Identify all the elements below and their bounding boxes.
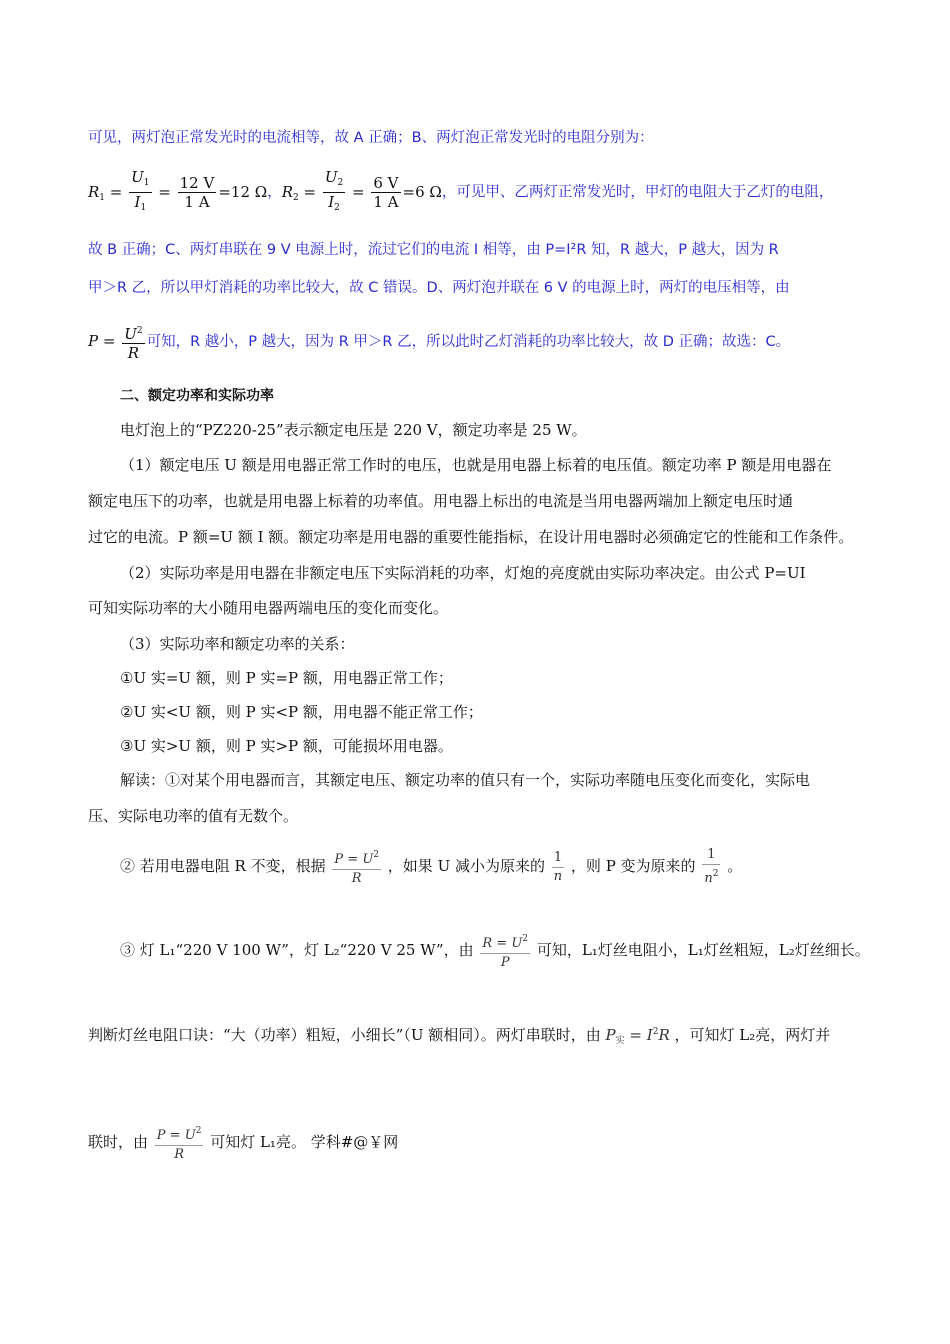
solution-line-2: $R_1$ = $\frac{U_1}{I_1}$ = $\frac{12 V}{1 A}$ =12 Ω，$R_2$ = $\frac{U_2}{I_2}$ = $\frac{6 V}{1 A}$ =6 Ω，可见甲、乙两灯正常发光时，甲灯的电阻大于乙灯的电阻， — [88, 168, 833, 217]
mnemonic-line: 判断灯丝电阻口诀：“大（功率）粗短，小细长”（U 额相同）。两灯串联时，由 $P_实 = I^2R$ ，可知灯 L₂亮，两灯并 — [88, 1026, 831, 1046]
para-rated-1c: 过它的电流。P 额=U 额 I 额。额定功率是用电器的重要性能指标，在设计用电器时必须确定它的性能和工作条件。 — [88, 528, 854, 546]
para-rated-1b: 额定电压下的功率，也就是用电器上标着的功率值。用电器上标出的电流是当用电器两端加上额定电压时通 — [88, 492, 794, 510]
case-less: ②U 实<U 额，则 P 实<P 额，用电器不能正常工作； — [120, 703, 483, 721]
para-actual-2b: 可知实际功率的大小随用电器两端电压的变化而变化。 — [88, 599, 449, 617]
solution-line-1: 可见，两灯泡正常发光时的电流相等，故 A 正确；B、两灯泡正常发光时的电阻分别为： — [88, 130, 654, 146]
r2-formula: $R_2$ = $\frac{U_2}{I_2}$ = $\frac{6 V}{1 A}$ =6 Ω — [282, 183, 442, 201]
interpretation-line-1: 解读：①对某个用电器而言，其额定电压、额定功率的值只有一个，实际功率随电压变化而变化，实际电 — [120, 771, 811, 789]
para-rated-1a: （1）额定电压 U 额是用电器正常工作时的电压，也就是用电器上标着的电压值。额定功率 P 额是用电器在 — [120, 456, 832, 474]
formula-p-u2-r-2: $\frac{P = U^2}{R}$ — [156, 1126, 202, 1162]
formula-p-i2-r: $P_实 = I^2R$ — [605, 1026, 670, 1046]
para-pz: 电灯泡上的“PZ220-25”表示额定电压是 220 V，额定功率是 25 W。 — [120, 421, 587, 439]
para-actual-2a: （2）实际功率是用电器在非额定电压下实际消耗的功率，灯炮的亮度就由实际功率决定。由公式 P=UI — [120, 564, 806, 582]
interpretation-lamps: ③ 灯 L₁“220 V 100 W”，灯 L₂“220 V 25 W”，由 $\frac{R = U^2}{P}$ 可知，L₁灯丝电阻小，L₁灯丝粗短，L₂灯丝细长。 — [120, 930, 870, 972]
interpretation-resistance: ② 若用电器电阻 R 不变，根据 $\frac{P = U^2}{R}$ ，如果 U 减小为原来的 $\frac{1}{n}$ ，则 P 变为原来的 $\frac{1}{n^2}$ 。 — [120, 847, 743, 886]
case-equal: ①U 实=U 额，则 P 实=P 额，用电器正常工作； — [120, 669, 453, 687]
solution-line-5: P = $\frac{U^2}{R}$ 可知，R 越小，P 越大，因为 R 甲＞R 乙，所以此时乙灯消耗的功率比较大，故 D 正确；故选：C。 — [88, 325, 791, 362]
section-heading: 二、额定功率和实际功率 — [120, 388, 274, 404]
r1-formula: $R_1$ = $\frac{U_1}{I_1}$ = $\frac{12 V}{1 A}$ =12 Ω — [88, 183, 267, 201]
solution-line-3: 故 B 正确；C、两灯串联在 9 V 电源上时，流过它们的电流 I 相等，由 P=I²R 知，R 越大，P 越大，因为 R — [88, 242, 779, 258]
interpretation-line-2: 压、实际电功率的值有无数个。 — [88, 807, 299, 825]
para-relation-3: （3）实际功率和额定功率的关系： — [120, 635, 355, 653]
formula-r-u2-p: $\frac{R = U^2}{P}$ — [482, 934, 529, 970]
power-formula-voltage: P = $\frac{U^2}{R}$ — [88, 325, 143, 362]
parallel-line: 联时，由 $\frac{P = U^2}{R}$ 可知灯 L₁亮。 学科#@￥网 — [88, 1122, 398, 1164]
formula-one-over-n: $\frac{1}{n}$ — [553, 849, 563, 884]
case-greater: ③U 实>U 额，则 P 实>P 额，可能损坏用电器。 — [120, 737, 453, 755]
solution-line-4: 甲＞R 乙，所以甲灯消耗的功率比较大，故 C 错误。D、两灯泡并联在 6 V 的电源上时，两灯的电压相等，由 — [88, 280, 790, 296]
formula-one-over-n2: $\frac{1}{n^2}$ — [704, 847, 719, 886]
formula-p-u2-r: $\frac{P = U^2}{R}$ — [334, 850, 380, 886]
